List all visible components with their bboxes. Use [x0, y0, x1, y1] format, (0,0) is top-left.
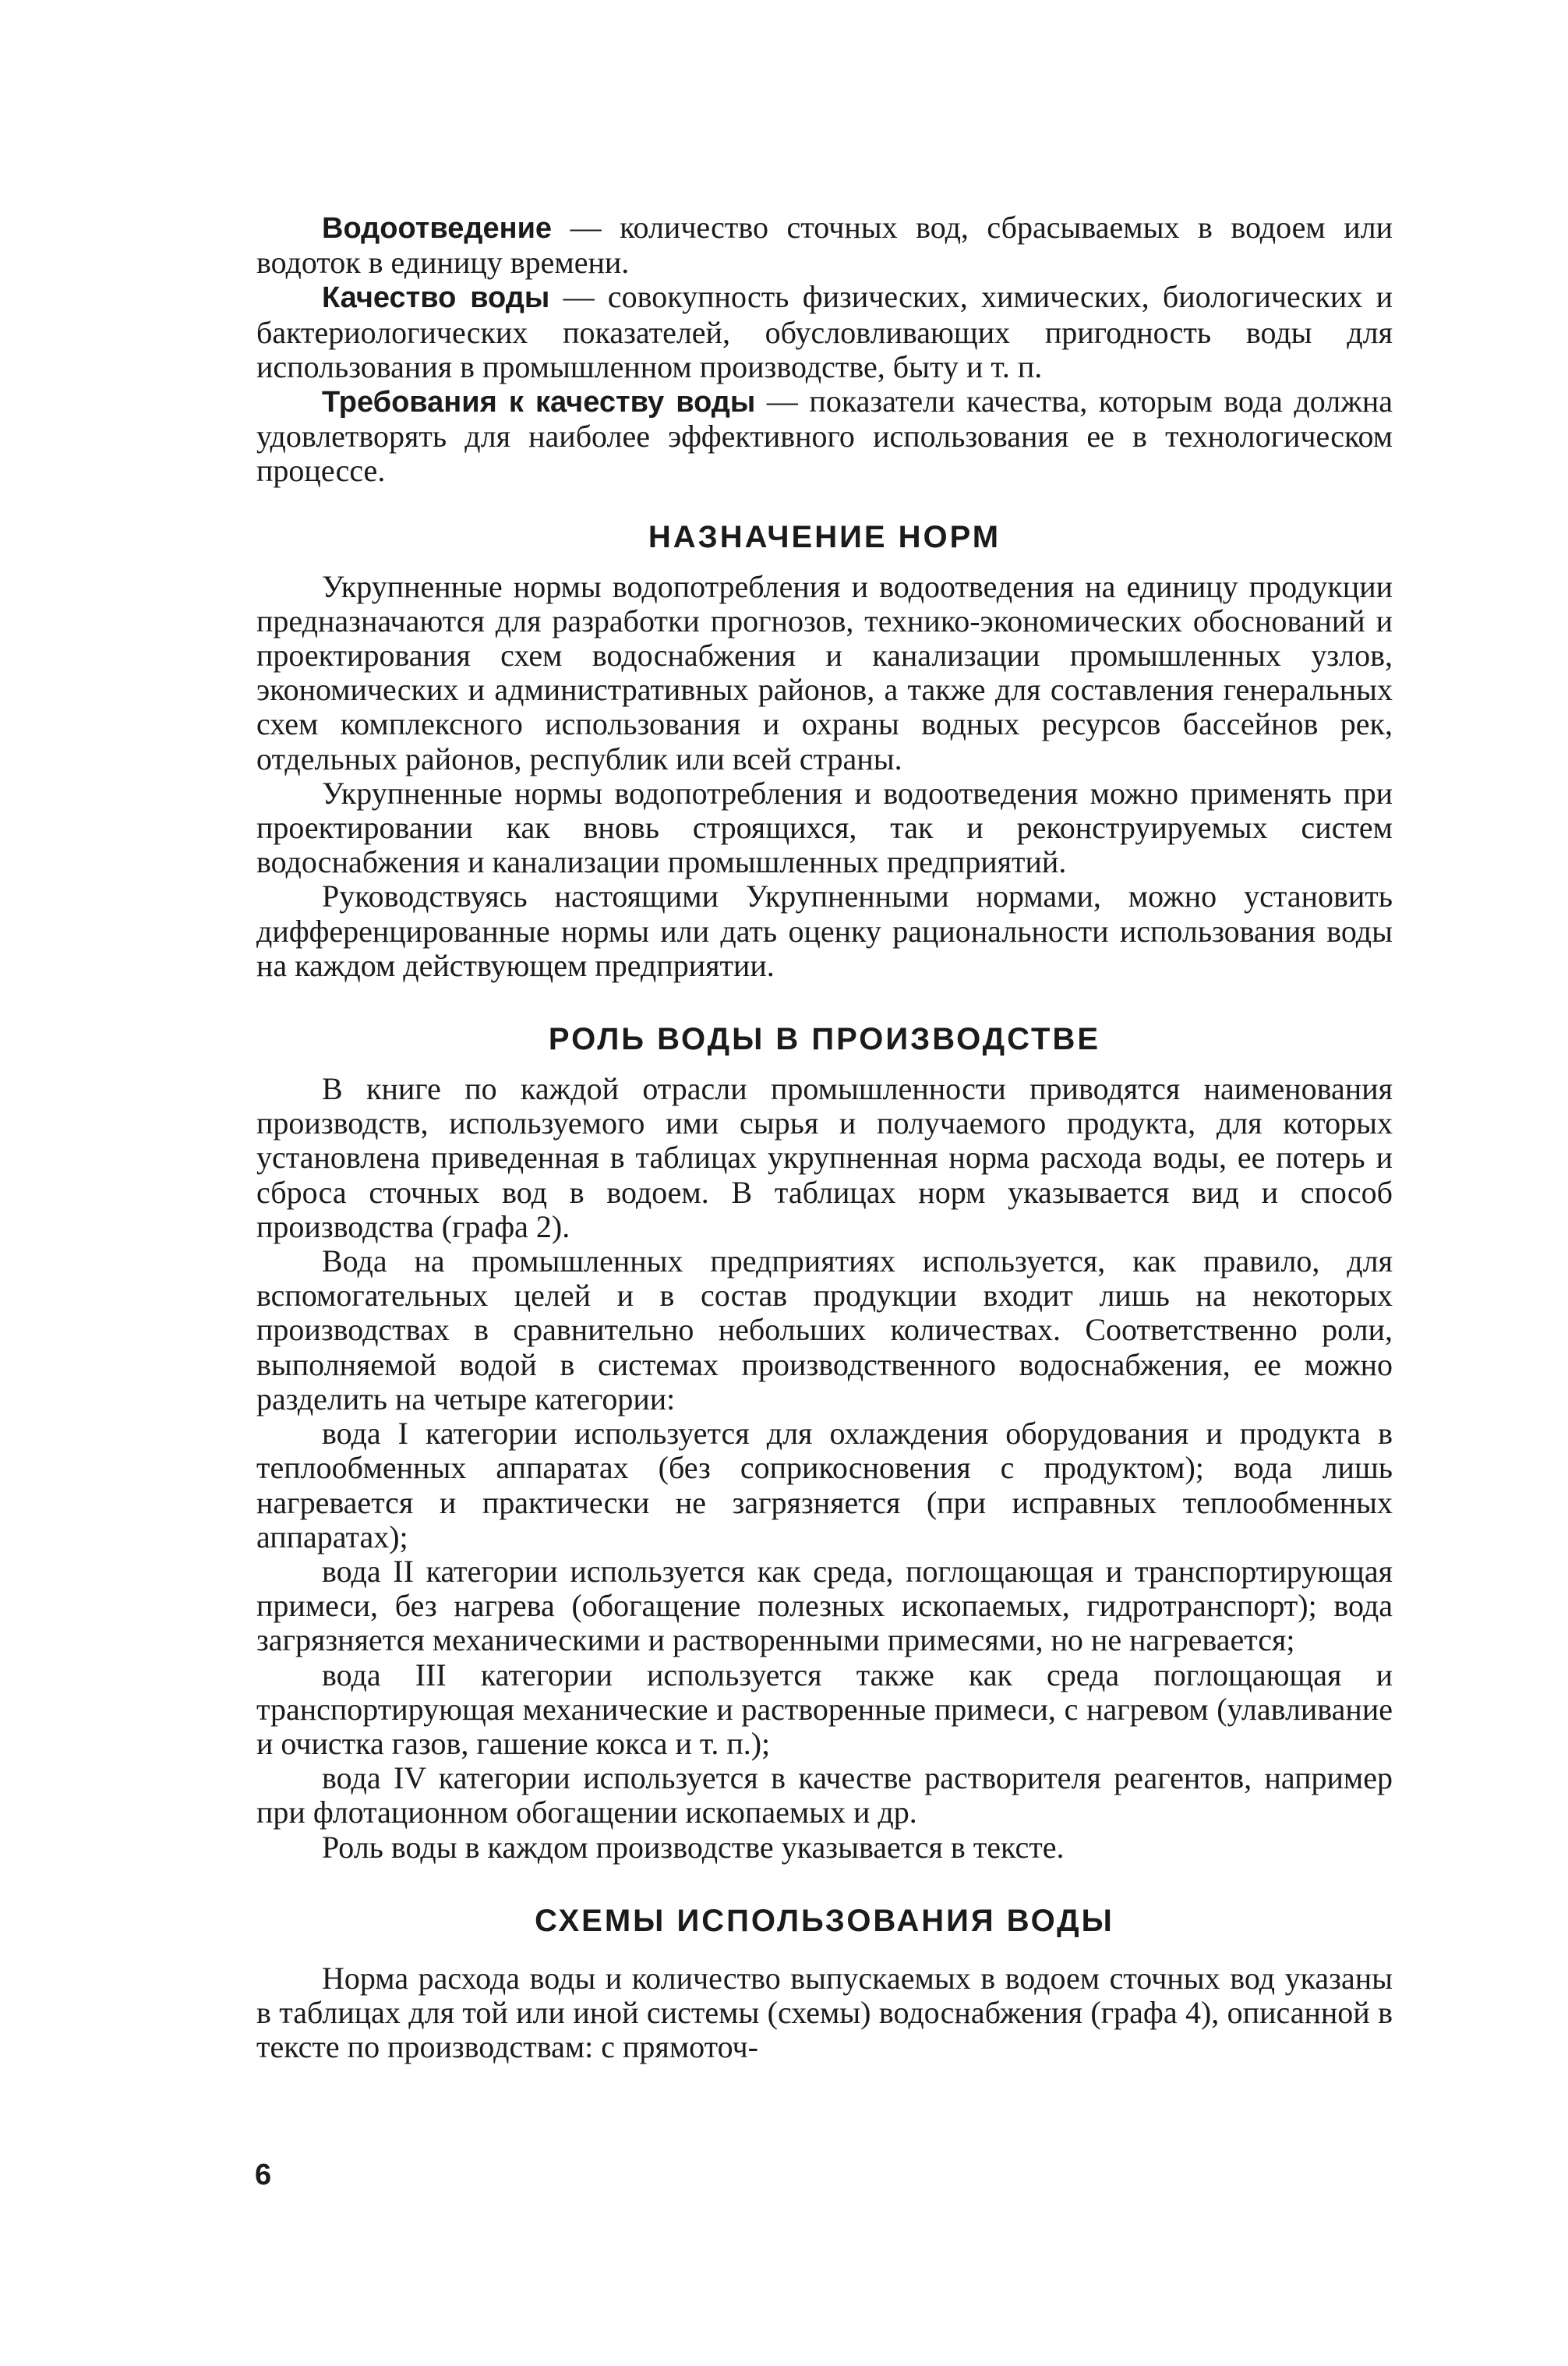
page-body	[256, 210, 1393, 2064]
definition-text: — совокупность физических, химических, биологических и бактериологических показателей, обусловливающих пригодность воды для использования в промышленном производстве, быту и т. п.	[256, 279, 1393, 384]
definition-water-quality	[256, 280, 1393, 384]
category-item: вода II категории используется как среда, поглощающая и транспортирующая примеси, без нагрева (обогащение полезных ископаемых, гидротранспорт); вода загрязняется механическими и растворенными примесями, но не нагревается;	[256, 1553, 1393, 1658]
page-number: 6	[255, 2159, 272, 2191]
definition-term: Водоотведение	[322, 212, 553, 245]
definition-text: — показатели качества, которым вода должна удовлетворять для наиболее эффективного использования ее в технологическом процессе.	[256, 384, 1393, 489]
paragraph: Вода на промышленных предприятиях используется, как правило, для вспомогательных целей и в состав продукции входит лишь на некоторых производствах в сравнительно небольших количествах. Соответственно роли, выполняемой водой в системах производственного водоснабжения, ее можно разделить на четыре категории:	[256, 1243, 1393, 1416]
paragraph: Роль воды в каждом производстве указывается в тексте.	[322, 1829, 1065, 1865]
paragraph: Укрупненные нормы водопотребления и водоотведения можно применять при проектировании как вновь строящихся, так и реконструируемых систем водоснабжения и канализации промышленных предприятий.	[256, 775, 1393, 880]
definition-quality-requirements	[256, 384, 1393, 489]
section-heading-purpose: НАЗНАЧЕНИЕ НОРМ	[648, 519, 1001, 554]
definition-text: — количество сточных вод, сбрасываемых в водоем или водоток в единицу времени.	[256, 210, 1393, 281]
section-heading-water-role: РОЛЬ ВОДЫ В ПРОИЗВОДСТВЕ	[548, 1022, 1101, 1057]
paragraph: Норма расхода воды и количество выпускаемых в водоем сточных вод указаны в таблицах для той или иной системы (схемы) водоснабжения (графа 4), описанной в тексте по производствам: с прямоточ-	[256, 1960, 1393, 2065]
definition-term: Качество воды	[322, 281, 550, 315]
section-heading-water-schemes: СХЕМЫ ИСПОЛЬЗОВАНИЯ ВОДЫ	[535, 1903, 1114, 1938]
category-item: вода I категории используется для охлаждения оборудования и продукта в теплообменных аппаратах (без соприкосновения с продуктом); вода лишь нагревается и практически не загрязняется (при исправных теплообменных аппаратах);	[256, 1416, 1393, 1554]
category-item: вода III категории используется также как среда поглощающая и транспортирующая механические и растворенные примеси, с нагревом (улавливание и очистка газов, гашение кокса и т. п.);	[256, 1657, 1393, 1761]
category-item: вода IV категории используется в качестве растворителя реагентов, например при флотационном обогащении ископаемых и др.	[256, 1760, 1393, 1830]
definition-term: Требования к качеству воды	[322, 386, 756, 419]
paragraph: В книге по каждой отрасли промышленности приводятся наименования производств, используемого ими сырья и получаемого продукта, для которых установлена приведенная в таблицах укрупненная норма расхода воды, ее потерь и сброса сточных вод в водоем. В таблицах норм указывается вид и способ производства (графа 2).	[256, 1071, 1393, 1244]
paragraph: Укрупненные нормы водопотребления и водоотведения на единицу продукции предназначаются для разработки прогнозов, технико-экономических обоснований и проектирования схем водоснабжения и канализации промышленных узлов, экономических и административных районов, а также для составления генеральных схем комплексного использования и охраны водных ресурсов бассейнов рек, отдельных районов, республик или всей страны.	[256, 568, 1393, 776]
definition-water-disposal	[256, 210, 1393, 280]
paragraph: Руководствуясь настоящими Укрупненными нормами, можно установить дифференцированные нормы или дать оценку рациональности использования воды на каждом действующем предприятии.	[256, 879, 1393, 983]
